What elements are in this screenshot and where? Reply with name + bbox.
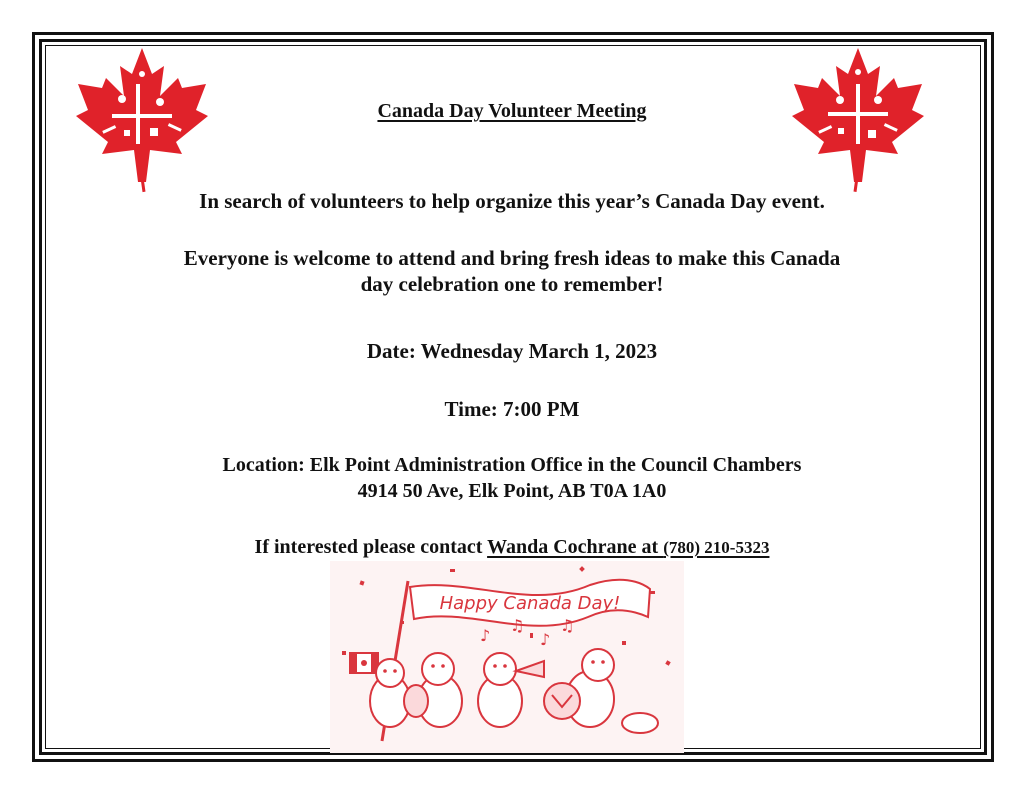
welcome-text-line-2: day celebration one to remember! [360,272,664,296]
meeting-address: 4914 50 Ave, Elk Point, AB T0A 1A0 [357,480,667,502]
svg-text:♫: ♫ [510,616,525,635]
contact-phone: (780) 210-5323 [663,538,770,557]
banner-text: Happy Canada Day! [439,593,621,614]
svg-text:♫: ♫ [560,616,575,635]
meeting-date: Date: Wednesday March 1, 2023 [366,339,658,363]
svg-text:♪: ♪ [540,630,551,649]
contact-name: Wanda Cochrane at (780) 210-5323 [487,536,770,558]
svg-text:♪: ♪ [480,626,491,645]
meeting-time: Time: 7:00 PM [444,397,580,421]
contact-prefix: If interested please contact [254,536,488,558]
volunteer-search-text: In search of volunteers to help organize this year’s Canada Day event. [199,189,825,213]
contact-line [0,534,1024,561]
happy-canada-day-illustration [330,561,684,753]
poster-title: Canada Day Volunteer Meeting [377,100,647,122]
welcome-text-line-1: Everyone is welcome to attend and bring fresh ideas to make this Canada [183,246,841,270]
meeting-location: Location: Elk Point Administration Office in the Council Chambers [222,454,802,476]
